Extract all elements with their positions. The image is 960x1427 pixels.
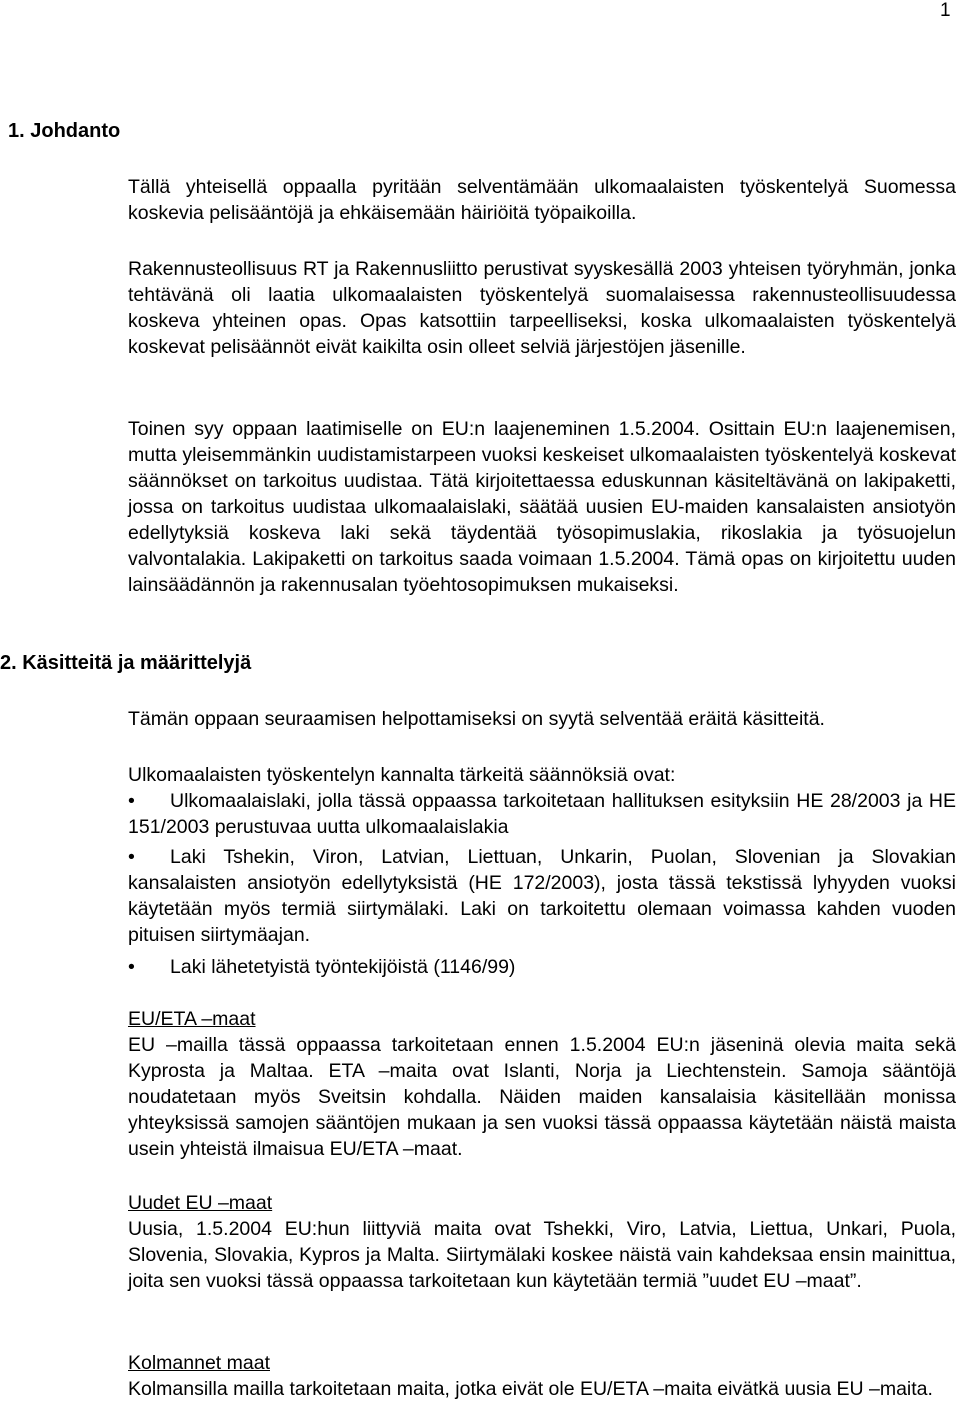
- list-item-text: Laki Tshekin, Viron, Latvian, Liettuan, Unkarin, Puolan, Slovenian ja Slovakian kansalaisten ansiotyön edellytyksistä (HE 172/2003), josta tässä tekstissä lyhyyden vuoksi käytetään myös termiä siirtymälaki. Laki on tarkoitettu olemaan voimassa kahden vuoden pituisen siirtymäajan.: [128, 846, 956, 946]
- page-number: 1: [940, 0, 951, 21]
- bullet-icon: •: [128, 846, 135, 868]
- list-item-text: Ulkomaalaislaki, jolla tässä oppaassa tarkoitetaan hallituksen esityksiin HE 28/2003 ja HE 151/2003 perustuvaa uutta ulkomaalaislakia: [128, 790, 956, 838]
- intro-paragraph: Tällä yhteisellä oppaalla pyritään selventämään ulkomaalaisten työskentelyä Suomessa koskevia pelisääntöjä ja ehkäisemään häiriöitä työpaikoilla.: [128, 176, 956, 224]
- term-text-eu-eta: EU –mailla tässä oppaassa tarkoitetaan ennen 1.5.2004 EU:n jäseninä olevia maita sekä Kyprosta ja Maltaa. ETA –maita ovat Islanti, Norja ja Liechtenstein. Samoja sääntöjä noudatetaan myös Sveitsin kohdalla. Näiden maiden kansalaisia käsitellään monissa yhteyksissä samojen sääntöjen mukaan ja sen vuoksi tässä oppaassa käytetään näistä maista usein yhteistä ilmaisua EU/ETA –maat.: [128, 1034, 956, 1160]
- bullet-icon: •: [128, 790, 135, 812]
- term-text-third-countries: Kolmansilla mailla tarkoitetaan maita, jotka eivät ole EU/ETA –maita eivätkä uusia EU –maita.: [128, 1378, 933, 1400]
- term-title-eu-eta: EU/ETA –maat: [128, 1008, 256, 1030]
- concepts-intro: Tämän oppaan seuraamisen helpottamiseksi on syytä selventää eräitä käsitteitä.: [128, 708, 825, 730]
- section-2-heading: 2. Käsitteitä ja määrittelyjä: [0, 652, 252, 674]
- term-title-new-eu: Uudet EU –maat: [128, 1192, 273, 1214]
- background-paragraph: Rakennusteollisuus RT ja Rakennusliitto perustivat syyskesällä 2003 yhteisen työryhmän, jonka tehtävänä oli laatia ulkomaalaisten työskentelyä suomalaisessa rakennusteollisuudessa koskeva yhteinen opas. Opas katsottiin tarpeelliseksi, koska ulkomaalaisten työskentelyä koskevat pelisäännöt eivät kaikilta osin olleet selviä järjestöjen jäsenille.: [128, 258, 956, 358]
- reason-paragraph: Toinen syy oppaan laatimiselle on EU:n laajeneminen 1.5.2004. Osittain EU:n laajenemisen, mutta yleisemmänkin uudistamistarpeen vuoksi keskeiset ulkomaalaisten työskentelyä koskevat säännökset on tarkoitus uudistaa. Tätä kirjoitettaessa eduskunnan käsiteltävänä on lakipaketti, jossa on tarkoitus uudistaa ulkomaalaislaki, säätää uusien EU-maiden kansalaisten ansiotyön edellytyksiä koskeva laki sekä täydentää työsopimuslakia, rikoslakia ja työsuojelun valvontalakia. Lakipaketti on tarkoitus saada voimaan 1.5.2004. Tämä opas on kirjoitettu uuden lainsäädännön ja rakennusalan työehtosopimuksen mukaiseksi.: [128, 418, 956, 596]
- bullet-icon: •: [128, 956, 135, 978]
- section-1-heading: 1. Johdanto: [8, 120, 121, 142]
- term-text-new-eu: Uusia, 1.5.2004 EU:hun liittyviä maita ovat Tshekki, Viro, Latvia, Liettua, Unkari, Puola, Slovenia, Slovakia, Kypros ja Malta. Siirtymälaki koskee näistä vain kahdeksaa ensin mainittua, joita sen vuoksi tässä oppaassa tarkoitetaan kun käytetään termiä ”uudet EU –maat”.: [128, 1218, 956, 1292]
- list-item: [128, 788, 956, 840]
- list-item: [128, 844, 956, 948]
- list-item-text: Laki lähetetyistä työntekijöistä (1146/99): [170, 956, 516, 978]
- term-title-third-countries: Kolmannet maat: [128, 1352, 270, 1374]
- list-item: [128, 954, 956, 980]
- regulations-intro: Ulkomaalaisten työskentelyn kannalta tärkeitä säännöksiä ovat:: [128, 764, 676, 786]
